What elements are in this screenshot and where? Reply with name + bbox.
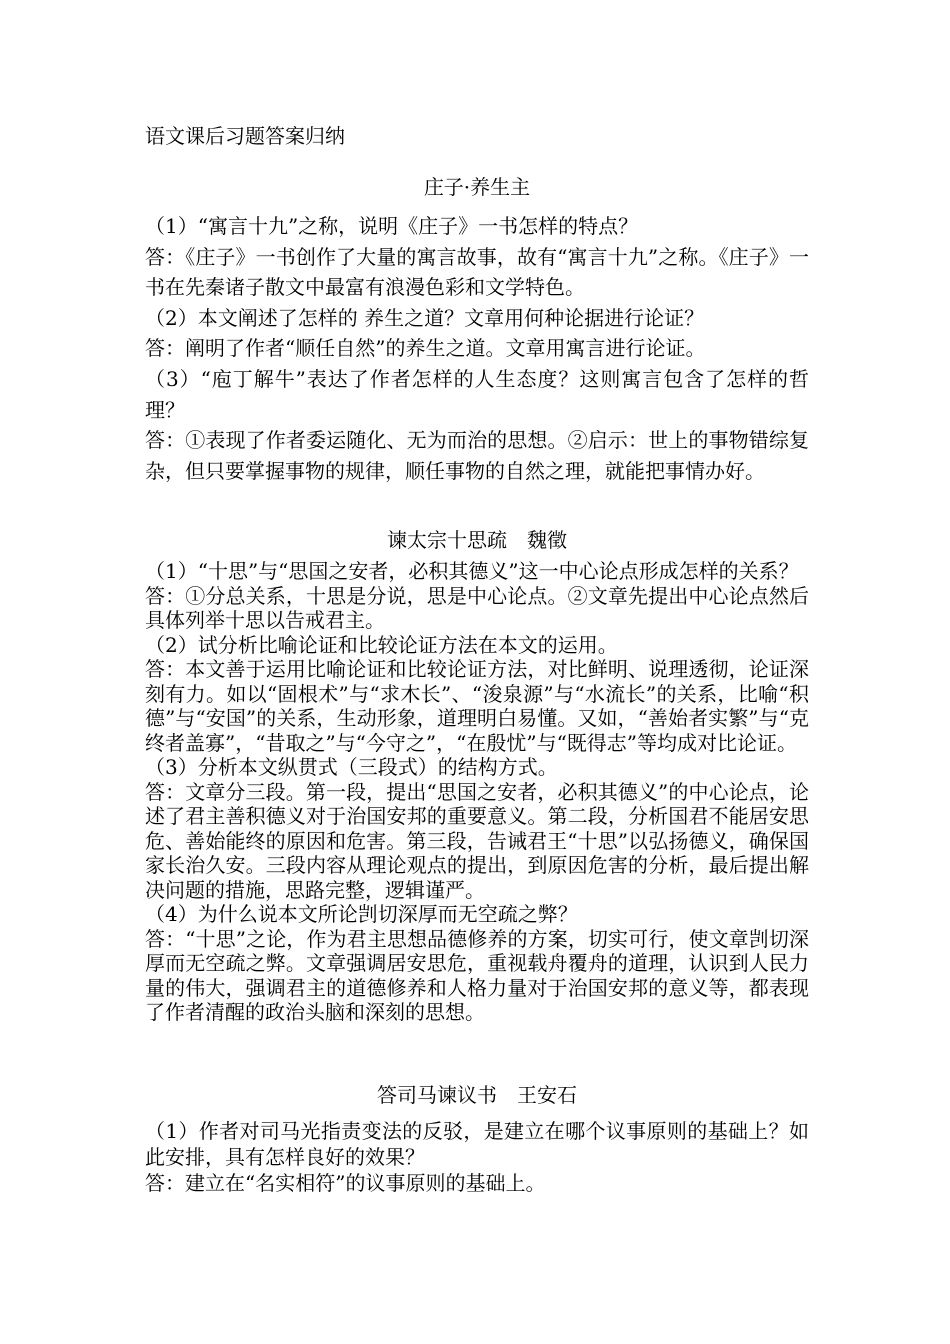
answer-paragraph: 答：文章分三段。第一段，提出“思国之安者，必积其德义”的中心论点，论述了君主善积德义对于治国安邦的重要意义。第二段，分析国君不能居安思危、善始能终的原因和危害。第三段，告诫君王“十思”以弘扬德义，确保国家长治久安。三段内容从理论观点的提出，到原因危害的分析，最后提出解决问题的措施，思路完整，逻辑谨严。 bbox=[145, 779, 809, 902]
section-title: 答司马谏议书 王安石 bbox=[377, 1083, 577, 1107]
question-paragraph: （1）“寓言十九”之称，说明《庄子》一书怎样的特点？ bbox=[145, 214, 639, 238]
answer-paragraph: 答：《庄子》一书创作了大量的寓言故事，故有“寓言十九”之称。《庄子》一书在先秦诸子散文中最富有浪漫色彩和文学特色。 bbox=[145, 244, 809, 300]
section-title: 庄子·养生主 bbox=[423, 175, 531, 199]
answer-paragraph: 答：阐明了作者“顺任自然”的养生之道。文章用寓言进行论证。 bbox=[145, 336, 706, 361]
document-title: 语文课后习题答案归纳 bbox=[145, 124, 345, 148]
answer-paragraph: 答：①表现了作者委运随化、无为而治的思想。②启示：世上的事物错综复杂，但只要掌握事物的规律，顺任事物的自然之理，就能把事情办好。 bbox=[145, 428, 809, 483]
question-paragraph: （4）为什么说本文所论剀切深厚而无空疏之弊？ bbox=[145, 902, 578, 926]
answer-paragraph: 答：建立在“名实相符”的议事原则的基础上。 bbox=[145, 1171, 546, 1195]
section-zhuangzi bbox=[145, 172, 809, 486]
question-paragraph: （1）作者对司马光指责变法的反驳，是建立在哪个议事原则的基础上？如此安排，具有怎样良好的效果？ bbox=[145, 1119, 809, 1169]
section-ten-thoughts bbox=[145, 525, 809, 1025]
question-paragraph: （1）“十思”与“思国之安者，必积其德义”这一中心论点形成怎样的关系？ bbox=[145, 559, 799, 583]
question-paragraph: （2）本文阐述了怎样的 养生之道？文章用何种论据进行论证？ bbox=[145, 305, 705, 330]
answer-paragraph: 答：“十思”之论，作为君主思想品德修养的方案，切实可行，使文章剀切深厚而无空疏之弊。文章强调居安思危，重视载舟覆舟的道理，认识到人民力量的伟大，强调君主的道德修养和人格力量对于治国安邦的意义等，都表现了作者清醒的政治头脑和深刻的思想。 bbox=[145, 926, 809, 1024]
section-title: 谏太宗十思疏 魏徵 bbox=[387, 528, 567, 552]
question-paragraph: （2）试分析比喻论证和比较论证方法在本文的运用。 bbox=[145, 632, 618, 657]
answer-paragraph: 答：①分总关系，十思是分说，思是中心论点。②文章先提出中心论点然后具体列举十思以告戒君主。 bbox=[145, 583, 809, 632]
question-paragraph: （3）分析本文纵贯式（三段式）的结构方式。 bbox=[145, 755, 558, 779]
section-reply-sima bbox=[145, 1080, 809, 1196]
answer-paragraph: 答：本文善于运用比喻论证和比较论证方法，对比鲜明、说理透彻，论证深刻有力。如以“固根术”与“求木长”、“浚泉源”与“水流长”的关系，比喻“积德”与“安国”的关系，生动形象，道理明白易懂。又如，“善始者实繁”与“克终者盖寡”，“昔取之”与“今守之”，“在殷忧”与“既得志”等均成对比论证。 bbox=[145, 657, 809, 755]
question-paragraph: （3）“庖丁解牛”表达了作者怎样的人生态度？这则寓言包含了怎样的哲理？ bbox=[145, 366, 809, 422]
